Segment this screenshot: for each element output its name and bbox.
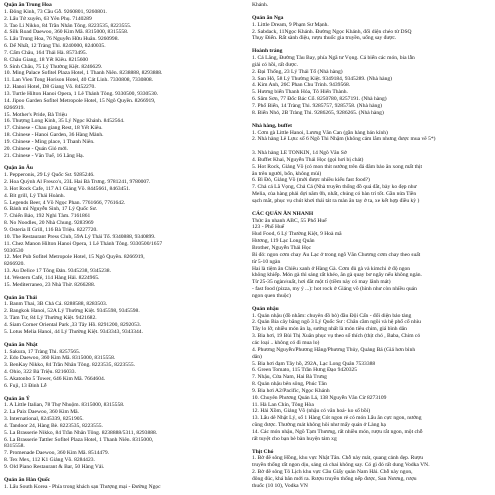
list-item: 2. Sabdack, 11Ngọc Khánh. Đường Ngọc Khánh, đối diện chéo từ DSQ <box>252 28 412 35</box>
list-item: 19. Chinese - Ming place, 1 Thanh Niên. <box>4 138 95 145</box>
list-item: 15. Mediterraneo, 23 Nhà Thờ. 8266288. <box>4 281 96 288</box>
list-item <box>252 143 490 150</box>
section-quan-an-thai <box>4 295 242 336</box>
list-item: 4. Siam Corner Oriental Park ,33 Tây Hồ. 8291200, 8292053. <box>4 321 142 328</box>
section-heading: Quận ăn Âu <box>4 165 33 172</box>
list-item: cũng được. Thường mát không hôi như mấy quán ở Làng hạ <box>252 422 386 429</box>
list-item: 123 - Phố Huế <box>252 224 285 231</box>
list-item: truyền thống rất ngon dịu, sáng cả chai không say. Có gì đó rất dung Vodka VN. <box>252 462 430 469</box>
list-item: 4. Buffet Khai, Nguyễn Thái Học (gọi hơi bị chát) <box>252 156 364 163</box>
section-thit-cho <box>252 449 490 490</box>
list-item: Tây lo lỡ, nhiều món ăn lạ, sướng nhất là món tiêu chim, giá bình dân <box>252 326 407 333</box>
list-item: 9. Old Piano Restaurant & Bar, 50 Hàng Vải. <box>4 464 105 470</box>
list-item: 2. Quán Bia cây bằng ngõ 3 Lý Quốc Sư : Chân cầm ngõi và hệ phố cổ nhìu <box>252 319 421 326</box>
list-item: 6. Bánh mì Nguyễn Sinh, 17 Lý Quốc Sư. <box>4 206 98 213</box>
list-item: 9330530 <box>4 247 24 254</box>
section-quan-an-nga <box>252 15 490 42</box>
list-item: 1. Cơm gà Little Hanoi, Lương Văn Can (gần hàng bán kính) <box>252 129 388 136</box>
list-item: 5. La Brasserie Nikko, 84 Trần Nhân Tông. 8238888/5311, 8293888. <box>4 429 158 436</box>
list-item: 4. Kim Anh, 26C Phan Chu Trinh. 9439568. <box>252 82 351 89</box>
list-item: 8. No Noodles, 20 Nhà Chung. 9283969 <box>4 220 94 227</box>
list-item: 8. Quán nhậu bên sông, Phúc Tân <box>252 381 327 388</box>
section-heading: Quán ăn Ý <box>4 395 30 402</box>
list-item: 5. Legends Beer, 4 Võ Ngọc Phan. 7761666, 7761642. <box>4 199 126 206</box>
list-item: 10. The Restaurant Press Club, 59A Lý Thái Tổ. 9340888, 9340899. <box>4 233 156 240</box>
list-item: 14. Western Café, 114 Hàng Hải. 8224965. <box>4 274 100 281</box>
section-heading: Quán ăn Thái <box>4 294 37 301</box>
section-cac-quan-an-nhanh <box>252 211 490 300</box>
list-item: Brother, Nguyễn Thái Học <box>252 245 312 251</box>
list-item: 7. Nhậu, Cửa Nam, Hai Bà Trưng <box>252 374 327 381</box>
list-item: 2. Edo Daewoo, 360 Kim Mã. 8315000, 8315558. <box>4 355 116 362</box>
list-item: 8315558. <box>4 443 25 450</box>
list-item: Bì đỏ: ngon cơm chay Âu Lạc ở trong ngõ Văn Chương cơm chay theo suất <box>252 251 421 258</box>
list-item: ăn trên người, bốn, không mùi) <box>252 170 322 177</box>
list-item: 13. Lẩu dê Nhật Lý, số 1 Hàng Cót ngon rẻ có món Lẩu ăn cực ngon, nướng <box>252 415 422 422</box>
list-item: 9. Sinh Châu, 75 Lý Thường Kiệt. 8246629. <box>4 63 103 70</box>
list-item: không khiếp. Món gà thì sáng rất khéo, ăn gà quay bơ ngây nếu không ngán. <box>252 272 422 279</box>
list-item: 17. Chinese - Chau giang Rest, 18 Yết Kiêu. <box>4 125 103 132</box>
list-item: 1. Banm Thai, 3B Chả Cá. 8288588, 8283503. <box>4 301 108 308</box>
list-item: 2. Đại Thống, 23 Lý Thái Tổ (Nhà hàng) <box>252 68 343 75</box>
list-item: 8266920. <box>4 261 25 268</box>
section-heading: Hoành tráng <box>252 48 283 55</box>
list-item: 9. Bia hơi A2/Pacific, Ngọc Khánh <box>252 387 330 394</box>
list-item: - fast food (pizza, my ý ...): hot rock ở Giảng võ (hình như còn nhiều quán <box>252 286 417 293</box>
list-item: 3. Bia hơi, 19 Bùi Thị Xuân phục vụ theo số thích (thịt chó , Baba, Chim cỏ <box>252 333 421 340</box>
list-item: dân) <box>252 353 262 360</box>
list-item: 5. Lotus Melia Hanoi, 44 Lý Thường Kiệt. 9343343, 9343344. <box>4 328 143 335</box>
list-item: 6. Sâm Sơn, 77 Đốc Bác Cổ. 8250780, 8257191. (Nhà hàng) <box>252 96 387 103</box>
list-item: 2. Nhà hàng Lê Lựu: số 6 Ngõ Thi Nhậm (không cảm lắm nhưng được mua vẽ 5*) <box>252 136 436 143</box>
list-item: 3. BenKay Nikko, 84 Trần Nhân Tông. 8223535, 8223555. <box>4 362 136 369</box>
section-heading: Quận ăn Trung Hoa <box>4 2 52 8</box>
list-item: 12. Hải Xồm, Giảng Võ (nhậu có văn hoá- ko số bồi) <box>252 408 371 415</box>
list-item: 3. Hot Rock Cafe, 117 A1 Giảng Võ. 8445661, 8463451. <box>4 185 131 192</box>
list-item: ngon quen thuộc) <box>252 292 291 299</box>
list-item: 2. Bangkok Hanoi, 52A Lý Thường Kiệt. 9345598, 9345598. <box>4 308 140 315</box>
section-section <box>252 2 490 9</box>
list-item: 11. Hà Lan Chín, Tông Hòa <box>252 401 314 408</box>
list-item: 12. Met Pub Sofitel Metropole Hotel, 15 Ngô Quyền. 8266919, <box>4 254 145 261</box>
list-item: 6. La Brasserie Tattler Sofitel Plaza Hotel, 1 Thanh Niên. 8315000, <box>4 436 154 443</box>
list-item: 2. Lẩu Tứ xuyên, 63 Yên Phụ. 7140289 <box>4 15 92 22</box>
list-item: 7. Chiến Bảo, 192 Nghi Tàm. 7161861 <box>4 213 91 220</box>
list-item: 8. Châu Giang, 18 Yết Kiêu. 8215600 <box>4 56 89 63</box>
section-heading: CÁC QUÁN ĂN NHANH <box>252 210 314 217</box>
list-item: 1. Bờ đê sông Hồng, khu vực Nhật Tân. Chỗ này mát, quang cảnh đẹp. Rượu <box>252 455 424 462</box>
list-item: 14. Jipoo Garden Sofitel Metropole Hotel, 15 Ngô Quyền. 8266919, <box>4 97 156 104</box>
section-quan-an-y <box>4 396 242 471</box>
list-item: 4. Bit grill, Lý Thái Hoành. <box>4 192 65 199</box>
list-item: 5. Lẩu Trung Hoa, 76 Nguyễn Hữu Huân. 9260998. <box>4 36 119 43</box>
list-item: 6. Fuji, 13 Đinh Lễ <box>4 382 47 389</box>
list-item: đông đúc, khá bân mới ra. Rượu truyền thống nếp được, San Nương, rượu <box>252 476 417 482</box>
list-item: 5. Hot Rock, Giảng Võ (có mon thit nướng trên đá đâm bảo ăn xong mất thịt <box>252 163 423 170</box>
list-item: 9. Osteria II Grill, 116 Bà Triệu. 8227720. <box>4 227 98 233</box>
list-item: các loại .. không có đi mua lo) <box>252 339 320 346</box>
list-item: 7. Chả cá Lã Vọng, Chả Cá (Nhà truyền thống đồ quá đắt, bày ko đẹp như <box>252 184 417 191</box>
list-item: 7. Promenade Daewoo, 360 Kim Mã. 8514479. <box>4 450 110 457</box>
section-heading: Quán ăn Nhật <box>4 341 38 348</box>
list-item: 1. Đông Kinh, 73 Cầu Gỗ. 9260801, 9260801. <box>4 8 107 15</box>
list-item: 21. Chinese - Văn Tuế, 16 Lãng Hạ. <box>4 152 85 159</box>
list-item: 6. Bì Đỏ, Giảng Võ (mới được nhiều kiểu fast food?) <box>252 177 370 184</box>
list-item: 1. Sakura, 17 Tràng Thi. 8257565. <box>4 348 81 355</box>
list-item: 13. Turtle Hilton Hanoi Opera, 1 Lê Thánh Tông. 9330500, 9330530. <box>4 90 159 97</box>
list-item: 4. Phương Nguyễn/Phương Hằng/Phương Thủy, Quảng Bá (Giá hơn bình <box>252 346 416 353</box>
list-item: Thụy Điển. Rất sành điệu, rượu thuốc gia truyền, uống say được. <box>252 35 397 42</box>
section-quan-an-trung-hoa <box>4 2 242 159</box>
list-item: 8. Biển Nhỏ, 2B Tràng Thi. 9286265, 9286265. (Nhà hàng) <box>252 109 384 116</box>
list-item: 15. Mother's Pride, Bà Triệu <box>4 111 67 118</box>
list-item: thuốc (10 10), Vodka VN <box>252 482 308 489</box>
list-item: Hai là tiệm ăn Chiêu xanh ở Hàng Gà. Cơm đủ gà và kimchi ở độ ngon <box>252 265 411 272</box>
list-item: 1. Quán nhậu (đồ nhắm: chuyên đồ bò) đầu Đội Cấn - đối diện bảo tàng <box>252 312 412 319</box>
list-item: 8266919. <box>4 104 25 111</box>
list-item: 7. Cẩm Châu, 164 Thái Hà. 8573495. <box>4 49 88 56</box>
section-heading: Quán ăn Hàn Quốc <box>4 476 51 483</box>
section-quan-an-nhat <box>4 342 242 390</box>
list-item: 3. International, 8245339, 8251905. <box>4 416 84 423</box>
list-item: 1. A Little Italian, 78 Thợ Nhuộm. 8315000, 8315558. <box>4 402 125 409</box>
section-hoanh-trang <box>252 48 490 116</box>
list-item: 8. Tex Mex, 112 K1 Giảng Võ. 8284423. <box>4 457 95 464</box>
list-item: 6. Green Tomato, 115 Trần Hưng Đạo 9420325 <box>252 367 358 374</box>
list-item: 2. Hoa Quỳnh Al Fresco's, 23L Hai Bà Trưng. 9781241, 9780007. <box>4 179 151 186</box>
section-heading: Quán ăn Nga <box>252 14 284 21</box>
left-column <box>4 2 242 491</box>
section-heading: Nhà hàng, buffet <box>252 122 292 129</box>
list-item: 11. Lan Vien Tong Horison Hotel, 40 Cát Linh. 7330808, 7330808. <box>4 77 154 84</box>
section-nha-hang-buffet <box>252 123 490 205</box>
list-item: 1. Cá Lăng, Đường Tàu Bay, phía Ngã tư Vọng. Cá biển các món, bia lẫn <box>252 55 415 62</box>
list-item: Thức ăn nhanh ABC, 55 Phố Huế <box>252 217 327 224</box>
section-quan-an-han-quoc <box>4 477 242 491</box>
list-item: 3. Tao Li Nikko, 84 Trần Nhân Tông. 8223535, 8223555. <box>4 22 132 29</box>
list-item: 18. Chinese - Hanoi Garden, 36 Hàng Mành. <box>4 132 104 139</box>
list-item: 11. Chez Manon Hilton Hanoi Opera, 1 Lê Thánh Tông. 9330500/1657 <box>4 240 163 247</box>
list-item: 5. Hương biển Thanh Hóa, Tô Hiến Thành. <box>252 89 348 96</box>
list-item: 5. Akatonbo 5 Tower, 646 Kim Mã. 7664604. <box>4 375 106 382</box>
list-item: 3. Nhà hàng LE TONKIN, 14 Ngô Văn Sở <box>252 150 347 157</box>
section-heading: Quán nhậu <box>252 305 279 312</box>
section-quan-nhau <box>252 306 490 443</box>
right-column <box>252 2 490 490</box>
list-item: 5. Bia hơi đạm Tây hồ, 292A, Lạc Long Quân 7533388 <box>252 360 376 367</box>
list-item: 16. Thượng Long Kinh, 35 Lý Ngọc Khánh. 8452564. <box>4 118 125 125</box>
list-item: 4. Tandoor 24, Hàng Bè. 8223535, 8223555. <box>4 422 103 429</box>
list-item: sạch mắt, phục vụ chút khơi thái tát ra màn ăn tay ở ta, xe kết hợp điều kỳ ) <box>252 197 420 204</box>
list-item: 1. Pepperonis, 29 Lý Quốc Sư. 9285246. <box>4 172 95 179</box>
list-item: 1. Lẩu South Korea - Phía trong khách sạn Thượng mại - Đường Ngọc <box>4 483 161 490</box>
list-item: 2. Bờ đê sông Tô Lịch khu vực Cầu Giấy quán Nam Hải. Chỗ này ngon, <box>252 469 413 476</box>
list-item: 2. La Paix Daewoo, 360 Kim Mã. <box>4 409 80 416</box>
list-item: 3. San Hô, 58 Lý Thường Kiệt. 9349184, 9345289. (Nhà hàng) <box>252 75 393 82</box>
list-item: Hương, 119 Lạc Long Quân <box>252 238 315 245</box>
list-item: Khánh. <box>252 2 269 8</box>
list-item: giải có hồi, rất được. <box>252 61 298 68</box>
section-quan-an-au <box>4 165 242 288</box>
list-item: 6. Dế Nhất, 12 Tràng Thi. 8240000, 8240035. <box>4 43 106 50</box>
list-item: Từ 25-35 ngàn/suất, hơi đắt một tí (tiềm này có may lãnh mát) <box>252 279 391 286</box>
list-item: 10. Chuyên Phương Quán Lá, 138 Nguyễn Văn Cừ 8273109 <box>252 394 387 401</box>
list-item: rất tuyệt cho bạn bè bàn huyện tám xg <box>252 435 337 442</box>
section-heading: Thịt Chó <box>252 448 274 455</box>
list-item: 20. Chinese - Quán Gió mới. <box>4 145 69 152</box>
list-item: 7. Phố Biển, 14 Tràng Thi. 9285757, 9285758. (Nhà hàng) <box>252 102 382 109</box>
list-item: 10. Ming Palace Sofitel Plaza Hotel, 1 Thanh Niên. 8238888, 8293888. <box>4 70 163 77</box>
list-item: 14. Các món nhậu, Ngõ Tạm Thương, rất nhiều món, rượu rắt ngon, một chỗ <box>252 428 423 435</box>
list-item: 12. Hanoi Hotel, D8 Giang Võ. 8452270. <box>4 84 96 91</box>
list-item: 4. Silk Road Daewoo, 360 Kim Mã. 8315000, 8315558. <box>4 29 129 36</box>
list-item: từ 5-10 ngàn <box>252 258 281 265</box>
list-item: Melia, của hàng phải đợi năm 0h, nhất, chúng có bàn trí tốt. Gần nửa Tiền <box>252 191 417 198</box>
list-item: 3. Tàm Tư, 84 Lý Thường Kiệt. 9421682. <box>4 315 97 322</box>
list-item: 4. Ohio, 322 Bà Triệu. 8216033. <box>4 369 76 376</box>
list-item: 13. Au Delice 17 Tông Đản. 9345238, 9345238. <box>4 268 111 275</box>
list-item: 1. Little Dream, 9 Phạm Sư Mạnh. <box>252 21 329 28</box>
list-item: Hud Food, 6 Lý Thường Kiệt, 9 Hoà mã <box>252 231 342 238</box>
